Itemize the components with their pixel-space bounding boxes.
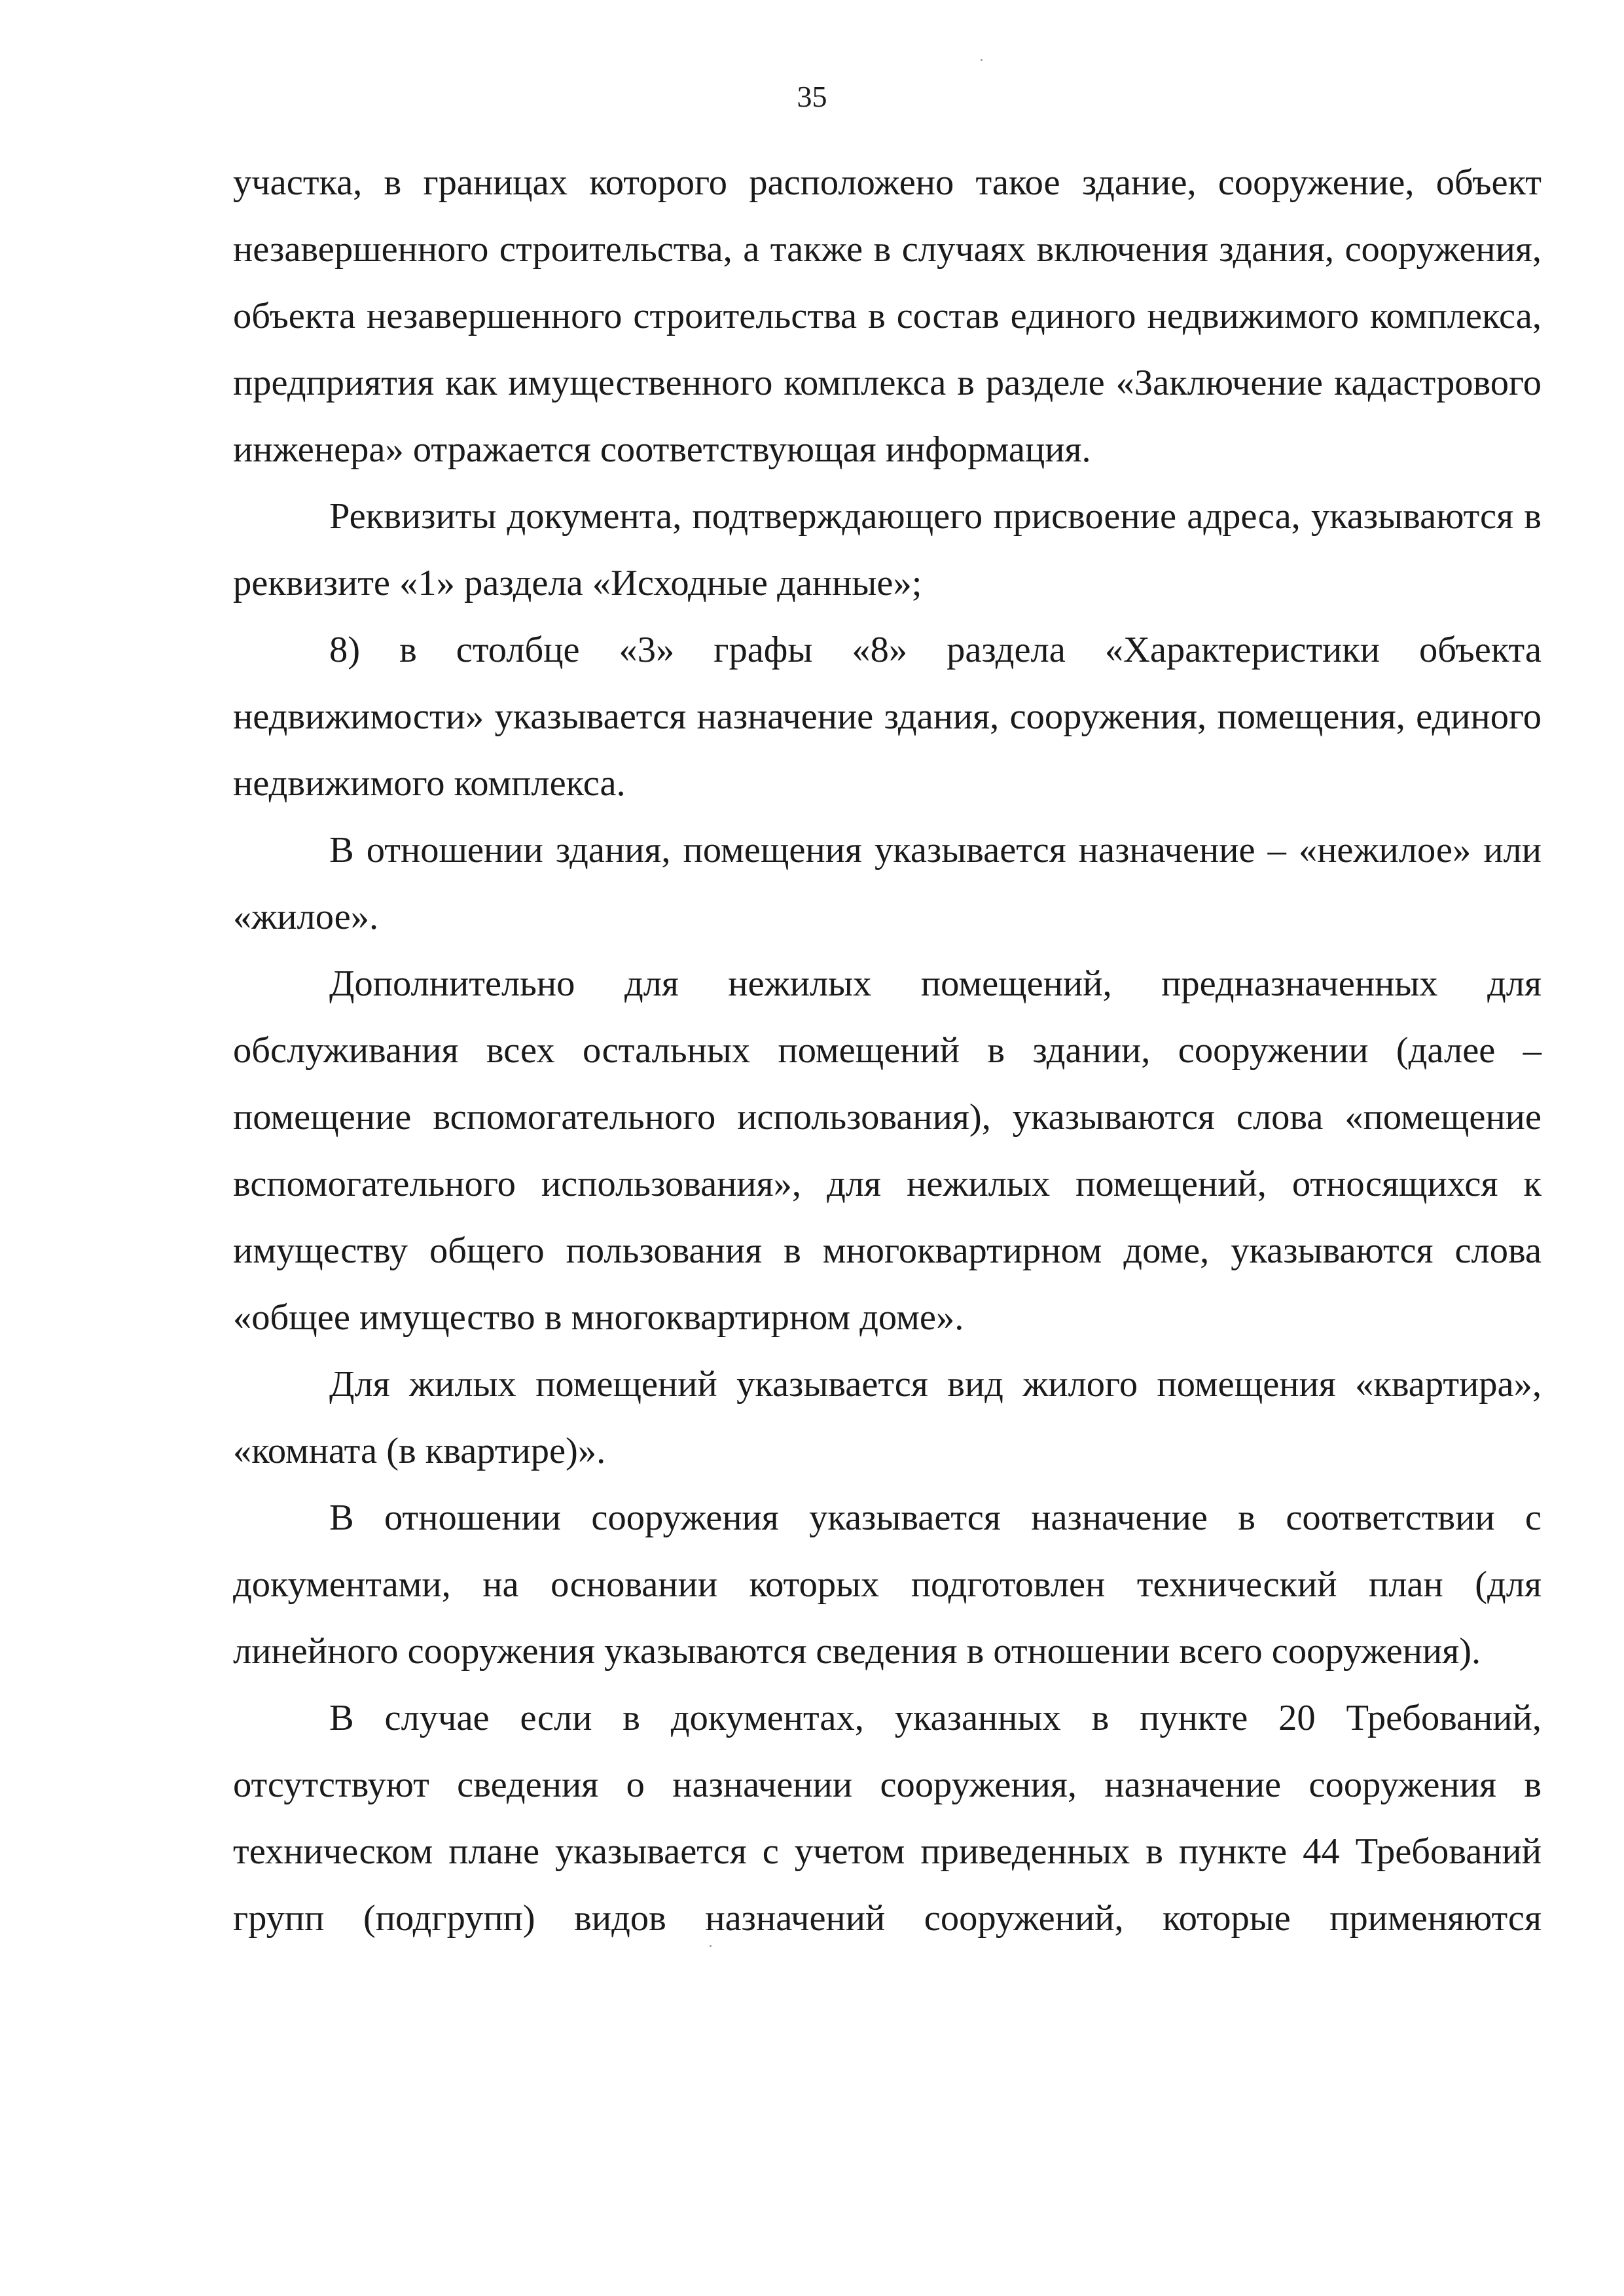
paragraph-continuation: участка, в границах которого расположено такое здание, сооружение, объект незавершенного строительства, а также в случаях включения здания, сооружения, объекта незавершенного строительства в состав единого недвижимого комплекса, предприятия как имущественного комплекса в разделе «Заключение кадастрового инженера» отражается соответствующая информация. [233, 162, 1542, 470]
scan-speck [710, 1945, 712, 1947]
paragraph-item-8: 8) в столбце «3» графы «8» раздела «Характеристики объекта недвижимости» указывается назначение здания, сооружения, помещения, единого недвижимого комплекса. [233, 630, 1542, 804]
page-number: 35 [797, 80, 827, 113]
paragraph-residential-premises: Для жилых помещений указывается вид жилого помещения «квартира», «комната (в квартире)». [233, 1364, 1542, 1471]
paragraph-address-requisites: Реквизиты документа, подтверждающего присвоение адреса, указываются в реквизите «1» раздела «Исходные данные»; [233, 496, 1542, 603]
paragraph-building-purpose: В отношении здания, помещения указывается назначение – «нежилое» или «жилое». [233, 830, 1542, 937]
scan-speck [981, 59, 983, 61]
paragraph-structure-purpose: В отношении сооружения указывается назначение в соответствии с документами, на основании которых подготовлен технический план (для линейного сооружения указываются сведения в отношении всего сооружения). [233, 1498, 1542, 1672]
paragraph-missing-purpose: В случае если в документах, указанных в пункте 20 Требований, отсутствуют сведения о назначении сооружения, назначение сооружения в техническом плане указывается с учетом приведенных в пункте 44 Требований групп (подгрупп) видов назначений сооружений, которые применяются [233, 1698, 1542, 1939]
document-body [233, 149, 1542, 1952]
paragraph-auxiliary-premises: Дополнительно для нежилых помещений, предназначенных для обслуживания всех остальных помещений в здании, сооружении (далее – помещение вспомогательного использования), указываются слова «помещение вспомогательного использования», для нежилых помещений, относящихся к имуществу общего пользования в многоквартирном доме, указываются слова «общее имущество в многоквартирном доме». [233, 963, 1542, 1338]
